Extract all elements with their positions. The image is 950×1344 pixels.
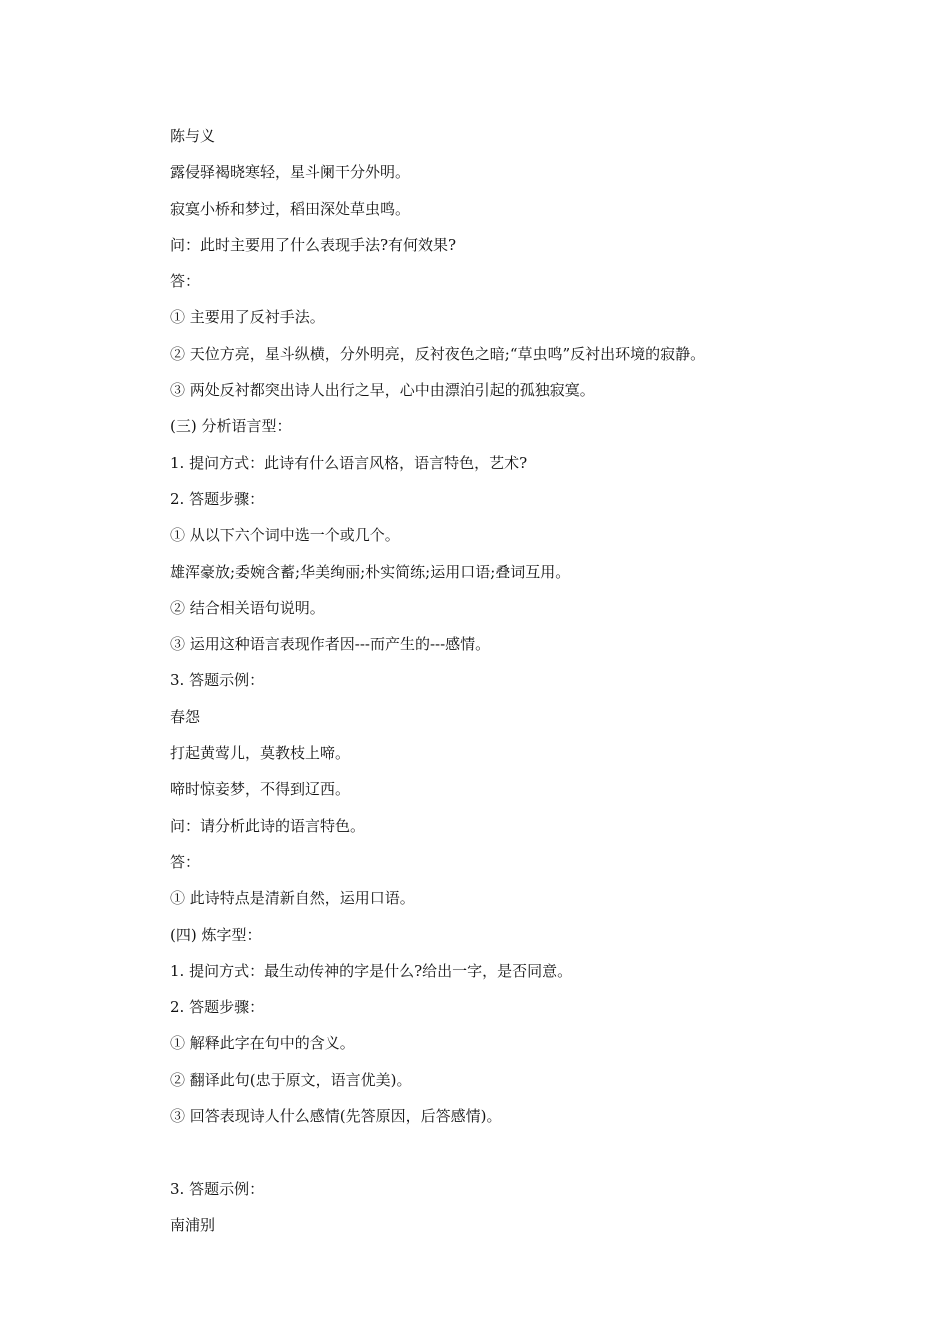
answer-point: ③ 两处反衬都突出诗人出行之早，心中由漂泊引起的孤独寂寞。 xyxy=(170,381,595,400)
question-text: 问：此时主要用了什么表现手法?有何效果? xyxy=(170,235,457,254)
poem-line: 打起黄莺儿，莫教枝上啼。 xyxy=(170,744,351,763)
poem-title: 南浦别 xyxy=(170,1215,216,1234)
answer-label: 答： xyxy=(170,852,201,871)
numbered-item: 3. 答题示例： xyxy=(170,671,265,690)
poem-line: 露侵驿褐晓寒轻，星斗阑干分外明。 xyxy=(170,163,411,182)
numbered-item: 2. 答题步骤： xyxy=(170,489,265,508)
poem-line: 啼时惊妾梦，不得到辽西。 xyxy=(170,780,351,799)
question-text: 问：请分析此诗的语言特色。 xyxy=(170,816,366,835)
numbered-item: 2. 答题步骤： xyxy=(170,998,265,1017)
step-item: ② 翻译此句(忠于原文，语言优美)。 xyxy=(170,1070,412,1089)
numbered-item: 1. 提问方式：最生动传神的字是什么?给出一字，是否同意。 xyxy=(170,961,573,980)
answer-point: ① 此诗特点是清新自然，运用口语。 xyxy=(170,889,415,908)
poet-name: 陈与义 xyxy=(170,127,216,145)
answer-point: ① 主要用了反衬手法。 xyxy=(170,308,325,327)
numbered-item: 3. 答题示例： xyxy=(170,1179,265,1198)
word-list: 雄浑豪放;委婉含蓄;华美绚丽;朴实简练;运用口语;叠词互用。 xyxy=(170,562,571,581)
step-item: ③ 运用这种语言表现作者因---而产生的---感情。 xyxy=(170,635,491,654)
step-item: ② 结合相关语句说明。 xyxy=(170,598,325,617)
document-body xyxy=(170,124,870,1249)
step-item: ① 解释此字在句中的含义。 xyxy=(170,1034,355,1053)
poem-line: 寂寞小桥和梦过，稻田深处草虫鸣。 xyxy=(170,199,411,218)
blank-line xyxy=(170,1140,870,1176)
poem-title: 春怨 xyxy=(170,707,201,726)
answer-label: 答： xyxy=(170,272,201,291)
step-item: ① 从以下六个词中选一个或几个。 xyxy=(170,526,400,545)
step-item: ③ 回答表现诗人什么感情(先答原因，后答感情)。 xyxy=(170,1107,502,1126)
numbered-item: 1. 提问方式：此诗有什么语言风格，语言特色，艺术? xyxy=(170,453,528,472)
answer-point: ② 天位方亮，星斗纵横，分外明亮，反衬夜色之暗;“草虫鸣”反衬出环境的寂静。 xyxy=(170,344,706,363)
section-heading: (四) 炼字型： xyxy=(170,925,262,944)
section-heading: (三) 分析语言型： xyxy=(170,417,292,436)
